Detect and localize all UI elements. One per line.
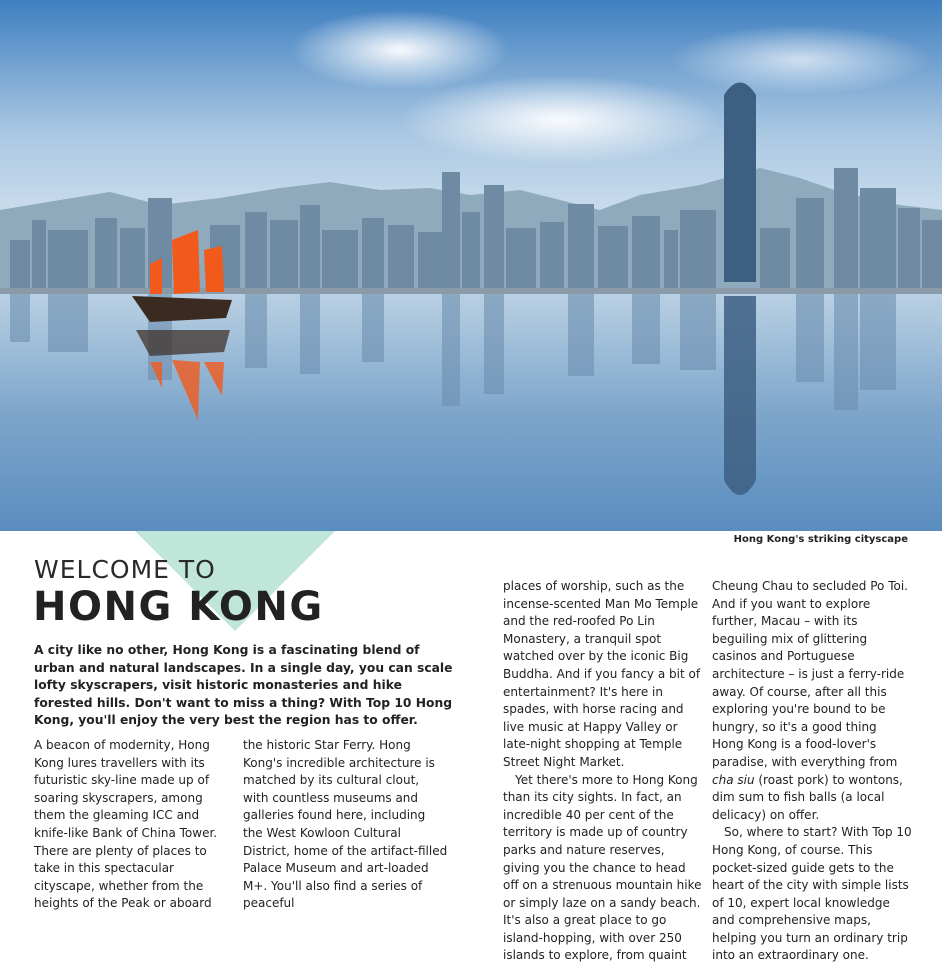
body-column-4 — [712, 578, 912, 965]
paragraph: A beacon of modernity, Hong Kong lures travellers with its futuristic sky-line made up of soaring skyscrapers, among them the gleaming ICC and knife-like Bank of China Tower. There are plenty of places to take in this spectacular cityscape, whether from the heights of the Peak or aboard — [34, 738, 218, 911]
paragraph: So, where to start? With Top 10 Hong Kong, of course. This pocket-sized guide gets to the heart of the city with simple lists of 10, expert local knowledge and comprehensive maps, helping you turn an ordinary trip into an extraordinary one. — [712, 825, 912, 963]
paragraph: the historic Star Ferry. Hong Kong's incredible architecture is matched by its cultural clout, with countless museums and galleries found here, including the West Kowloon Cultural District, home of the artifact-filled Palace Museum and art-loaded M+. You'll also find a series of peaceful — [243, 738, 448, 911]
text-run: Cheung Chau to secluded Po Toi. And if you want to explore further, Macau – with its beguiling mix of glittering casinos and Portuguese architecture – is just a ferry-ride away. Of course, after all this exploring you're bound to be hungry, so it's a good thing Hong Kong is a food-lover's paradise, with everything from — [712, 579, 908, 769]
paragraph: places of worship, such as the incense-scented Man Mo Temple and the red-roofed Po Lin Monastery, a tranquil spot watched over by the iconic Big Buddha. And if you fancy a bit of entertainment? It's here in spades, with horse racing and live music at Happy Valley or late-night shopping at Temple Street Night Market. — [503, 579, 701, 769]
text-run: (roast pork) to wontons, dim sum to fish balls (a local delicacy) on offer. — [712, 772, 903, 822]
body-column-3 — [503, 578, 703, 965]
paragraph — [712, 578, 912, 824]
photo-caption: Hong Kong's striking cityscape — [733, 534, 908, 545]
body-column-2 — [243, 737, 448, 913]
heading-welcome: WELCOME TO — [34, 555, 216, 584]
italic-term: cha siu — [712, 772, 755, 787]
page-title: HONG KONG — [33, 584, 324, 630]
intro-paragraph: A city like no other, Hong Kong is a fascinating blend of urban and natural landscapes. In a single day, you can scale lofty skyscrapers, visit historic monasteries and hike forested hills. Don't want to miss a thing? With Top 10 Hong Kong, you'll enjoy the very best the region has to offer. — [34, 643, 453, 727]
paragraph: Yet there's more to Hong Kong than its city sights. In fact, an incredible 40 per cent of the territory is made up of country parks and nature reserves, giving you the chance to head off on a strenuous mountain hike or simply laze on a sandy beach. It's also a great place to go island-hopping, with over 250 islands to explore, from quaint — [503, 772, 702, 963]
body-column-1 — [34, 737, 234, 913]
